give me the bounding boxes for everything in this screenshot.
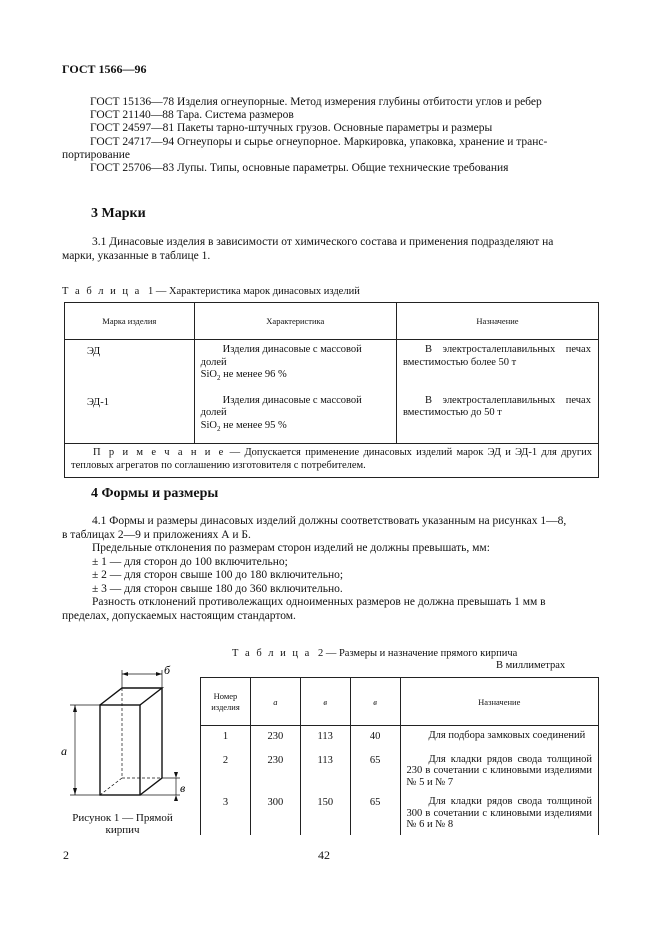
table2	[200, 677, 599, 835]
table2-cell-a: 230	[250, 726, 300, 750]
table1-caption-label: Т а б л и ц а	[62, 286, 142, 297]
table1-header-characteristic: Характеристика	[194, 303, 396, 340]
formula-sub: 2	[216, 374, 221, 383]
section-4-line5: ± 2 — для сторон свыше 100 до 180 включительно;	[92, 569, 344, 581]
table2-cell-c: 65	[350, 792, 400, 835]
section-3-line1: 3.1 Динасовые изделия в зависимости от химического состава и применения подразделяют на	[92, 236, 554, 248]
brick-front-face	[100, 705, 140, 795]
formula: SiO	[200, 369, 217, 380]
table2-cell-purpose: Для кладки рядов свода толщиной 300 в сочетании с клиновыми изделиями № 6 и № 8	[400, 792, 598, 835]
table1-row2-purpose	[397, 387, 599, 444]
table2-header-number: Номер изделия	[201, 678, 251, 726]
reference-code: ГОСТ 21140—88	[90, 109, 174, 122]
section-4-line4: ± 1 — для сторон до 100 включительно;	[92, 555, 288, 568]
section-4-title: 4 Формы и размеры	[91, 486, 219, 501]
section-3-title: 3 Марки	[91, 206, 146, 221]
table1-header-purpose: Назначение	[397, 303, 599, 340]
reference-title: Лупы. Типы, основные параметры. Общие технические требования	[177, 162, 509, 175]
table2-row	[201, 750, 599, 793]
dimension-b-label: б	[164, 663, 171, 677]
table1-row2-characteristic	[194, 387, 396, 444]
table1-row1-char-line1: Изделия динасовые с массовой долей	[200, 344, 362, 368]
table2-cell-b: 150	[300, 792, 350, 835]
reference-title: Изделия огнеупорные. Метод измерения глубины отбитости углов и ребер	[177, 96, 542, 108]
table2-cell-c: 65	[350, 750, 400, 793]
table2-cell-num: 3	[201, 792, 251, 835]
table1-row1-purpose-line1: В электросталеплавильных печах	[425, 344, 591, 355]
reference-continuation: портирование	[62, 148, 130, 161]
table2-cell-c: 40	[350, 726, 400, 750]
reference-code: ГОСТ 24717—94	[90, 135, 175, 148]
page-number-left: 2	[63, 848, 69, 862]
table1-row2-char-line2	[201, 420, 390, 436]
reference-item	[90, 96, 610, 109]
table1-row1-purpose-line2: вместимостью более 50 т	[403, 356, 517, 368]
table2-cell-b: 113	[300, 726, 350, 750]
reference-item	[90, 136, 610, 149]
table1-header-mark: Марка изделия	[65, 303, 195, 340]
table2-header-b: в	[300, 678, 350, 726]
table1-caption	[62, 286, 360, 297]
table1-row2-mark: ЭД-1	[65, 387, 195, 444]
section-4-line7: Разность отклонений противолежащих одноименных размеров не должна превышать 1 мм в	[92, 596, 546, 608]
section-4-line2: в таблицах 2—9 и приложениях А и Б.	[62, 528, 251, 541]
table1-row2-purpose-line1: В электросталеплавильных печах	[425, 394, 591, 406]
table2-caption	[232, 648, 517, 659]
table2-caption-text: 2 — Размеры и назначение прямого кирпича	[317, 648, 518, 659]
table2-header-a: а	[250, 678, 300, 726]
figure1-caption-line2: кирпич	[105, 824, 140, 836]
table2-header-purpose: Назначение	[400, 678, 598, 726]
table1-row1-char-line2	[201, 369, 390, 385]
section-3-line2: марки, указанные в таблице 1.	[62, 249, 211, 262]
reference-title: Пакеты тарно-штучных грузов. Основные параметры и размеры	[177, 122, 493, 135]
table2-cell-b: 113	[300, 750, 350, 793]
reference-item	[90, 122, 610, 135]
reference-code: ГОСТ 25706—83	[90, 162, 175, 175]
document-header: ГОСТ 1566—96	[62, 62, 147, 76]
reference-title: Огнеупоры и сырье огнеупорное. Маркировка, упаковка, хранение и транс-	[177, 135, 548, 148]
brick-top-face	[100, 688, 162, 705]
section-4-line3: Предельные отклонения по размерам сторон изделий не должны превышать, мм:	[92, 542, 490, 554]
table1-row1-characteristic	[194, 340, 396, 387]
page-number-center: 42	[318, 848, 330, 862]
reference-title: Тара. Система размеров	[176, 109, 294, 122]
section-4-line6: ± 3 — для сторон свыше 180 до 360 включительно.	[92, 582, 343, 595]
figure1-caption	[60, 812, 185, 836]
dimension-c-label: в	[180, 781, 186, 795]
brick-drawing	[58, 660, 188, 810]
reference-item	[90, 162, 610, 175]
table1-note-text: — Допускается применение динасовых изделий марок ЭД и ЭД-1 для других тепловых агрегатов по соглашению изготовителя с потребителем.	[71, 447, 592, 471]
table1-caption-text: 1 — Характеристика марок динасовых изделий	[147, 286, 360, 297]
table2-cell-num: 2	[201, 750, 251, 793]
table2-cell-a: 230	[250, 750, 300, 793]
references-list	[62, 96, 610, 175]
table1-row1-mark: ЭД	[65, 340, 195, 387]
table2-cell-purpose: Для кладки рядов свода толщиной 230 в сочетании с клиновыми изделиями № 5 и № 7	[400, 750, 598, 793]
formula: SiO	[200, 419, 217, 431]
formula-rest: не менее 96 %	[220, 369, 287, 380]
section-3-paragraph	[62, 236, 598, 263]
table1-row2-char-line1: Изделия динасовые с массовой долей	[200, 394, 362, 419]
table1-row2-purpose-line2: вместимостью до 50 т	[403, 407, 502, 419]
table2-cell-a: 300	[250, 792, 300, 835]
section-4-paragraph	[62, 515, 598, 623]
section-4-line1: 4.1 Формы и размеры динасовых изделий должны соответствовать указанным на рисунках 1—8,	[92, 515, 567, 527]
table2-header-c: в	[350, 678, 400, 726]
brick-right-face	[140, 688, 162, 795]
table2-caption-label: Т а б л и ц а	[232, 648, 312, 659]
figure1-caption-line1: Рисунок 1 — Прямой	[72, 812, 173, 824]
section-4-line8: пределах, допускаемых настоящим стандартом.	[62, 609, 296, 622]
table2-cell-purpose: Для подбора замковых соединений	[400, 726, 598, 750]
formula-sub: 2	[216, 424, 221, 433]
table1-note	[65, 444, 599, 478]
table1-row1-purpose	[397, 340, 599, 387]
table2-row	[201, 792, 599, 835]
dimension-a-label: а	[61, 744, 67, 758]
reference-code: ГОСТ 15136—78	[90, 96, 175, 108]
table2-units: В миллиметрах	[496, 660, 566, 671]
formula-rest: не менее 95 %	[220, 419, 287, 431]
table2-row	[201, 726, 599, 750]
reference-item	[90, 109, 610, 122]
figure1	[58, 660, 188, 815]
table1	[64, 302, 599, 478]
table1-note-label: П р и м е ч а н и е	[93, 447, 226, 459]
reference-code: ГОСТ 24597—81	[90, 122, 175, 135]
table2-cell-num: 1	[201, 726, 251, 750]
